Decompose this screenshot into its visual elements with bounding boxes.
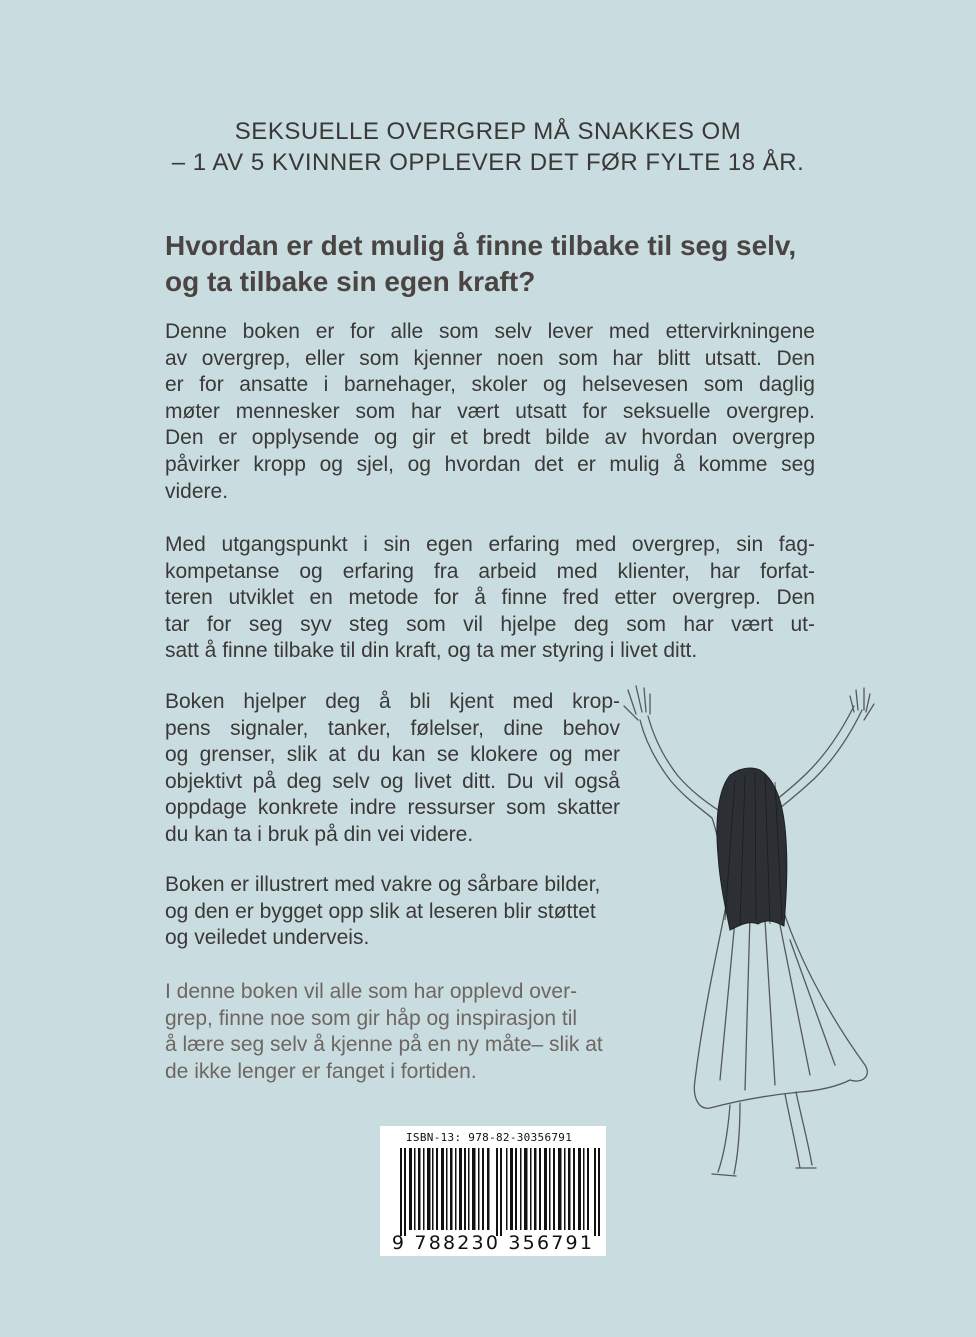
barcode-bars-icon bbox=[400, 1148, 600, 1236]
text-line: av overgrep, eller som kjenner noen som har blitt utsatt. Den bbox=[165, 346, 815, 370]
paragraph-illustrated bbox=[165, 872, 645, 952]
paragraph-closing bbox=[165, 979, 645, 1085]
woman-raising-arms-illustration bbox=[600, 680, 885, 1180]
headline-line: SEKSUELLE OVERGREP MÅ SNAKKES OM bbox=[234, 118, 742, 145]
isbn-label: ISBN-13: 978-82-30356791 bbox=[406, 1131, 573, 1144]
text-line: objektivt på deg selv og livet ditt. Du vil også bbox=[165, 769, 620, 793]
text-line: Boken hjelper deg å bli kjent med krop- bbox=[165, 690, 620, 713]
text-line: Denne boken er for alle som selv lever med ettervirkningene bbox=[165, 320, 815, 343]
lead-question bbox=[165, 228, 825, 300]
text-line: påvirker kropp og sjel, og hvordan det er mulig å komme seg bbox=[165, 452, 815, 476]
text-line: Boken er illustrert med vakre og sårbare bilder, bbox=[165, 873, 601, 896]
text-line: og grenser, slik at du kan se klokere og mer bbox=[165, 743, 620, 767]
question-line: og ta tilbake sin egen kraft? bbox=[165, 266, 536, 297]
paragraph-audience bbox=[165, 319, 815, 505]
text-line: Den er opplysende og gir et bredt bilde av hvordan overgrep bbox=[165, 426, 815, 450]
question-line: Hvordan er det mulig å finne tilbake til seg selv, bbox=[165, 230, 797, 261]
text-line: teren utviklet en metode for å finne fred etter overgrep. Den bbox=[165, 586, 815, 610]
headline-line: – 1 AV 5 KVINNER OPPLEVER DET FØR FYLTE 18 ÅR. bbox=[171, 149, 805, 176]
text-line: er for ansatte i barnehager, skoler og helsevesen som daglig bbox=[165, 373, 815, 397]
text-line: satt å finne tilbake til din kraft, og ta mer styring i livet ditt. bbox=[165, 639, 698, 663]
text-line: du kan ta i bruk på din vei videre. bbox=[165, 822, 474, 846]
isbn-barcode bbox=[380, 1126, 606, 1256]
text-line: oppdage konkrete indre ressurser som skatter bbox=[165, 796, 620, 820]
text-line: Med utgangspunkt i sin egen erfaring med overgrep, sin fag- bbox=[165, 533, 815, 556]
text-line: I denne boken vil alle som har opplevd over- bbox=[165, 980, 578, 1003]
ean-digits: 9 788230 356791 bbox=[391, 1232, 595, 1254]
text-line: å lære seg selv å kjenne på en ny måte– slik at bbox=[165, 1033, 603, 1057]
text-line: de ikke lenger er fanget i fortiden. bbox=[165, 1059, 477, 1083]
text-line: møter mennesker som har vært utsatt for seksuelle overgrep. bbox=[165, 399, 815, 423]
text-line: grep, finne noe som gir håp og inspirasjon til bbox=[165, 1006, 578, 1030]
text-line: videre. bbox=[165, 479, 229, 503]
paragraph-body-signals bbox=[165, 689, 620, 849]
paragraph-method bbox=[165, 532, 815, 665]
text-line: og den er bygget opp slik at leseren blir støttet bbox=[165, 899, 596, 923]
text-line: kompetanse og erfaring fra arbeid med klienter, har forfat- bbox=[165, 559, 815, 583]
text-line: tar for seg syv steg som vil hjelpe deg som har vært ut- bbox=[165, 612, 815, 636]
headline bbox=[0, 116, 976, 178]
text-line: og veiledet underveis. bbox=[165, 926, 370, 950]
text-line: pens signaler, tanker, følelser, dine behov bbox=[165, 716, 620, 740]
